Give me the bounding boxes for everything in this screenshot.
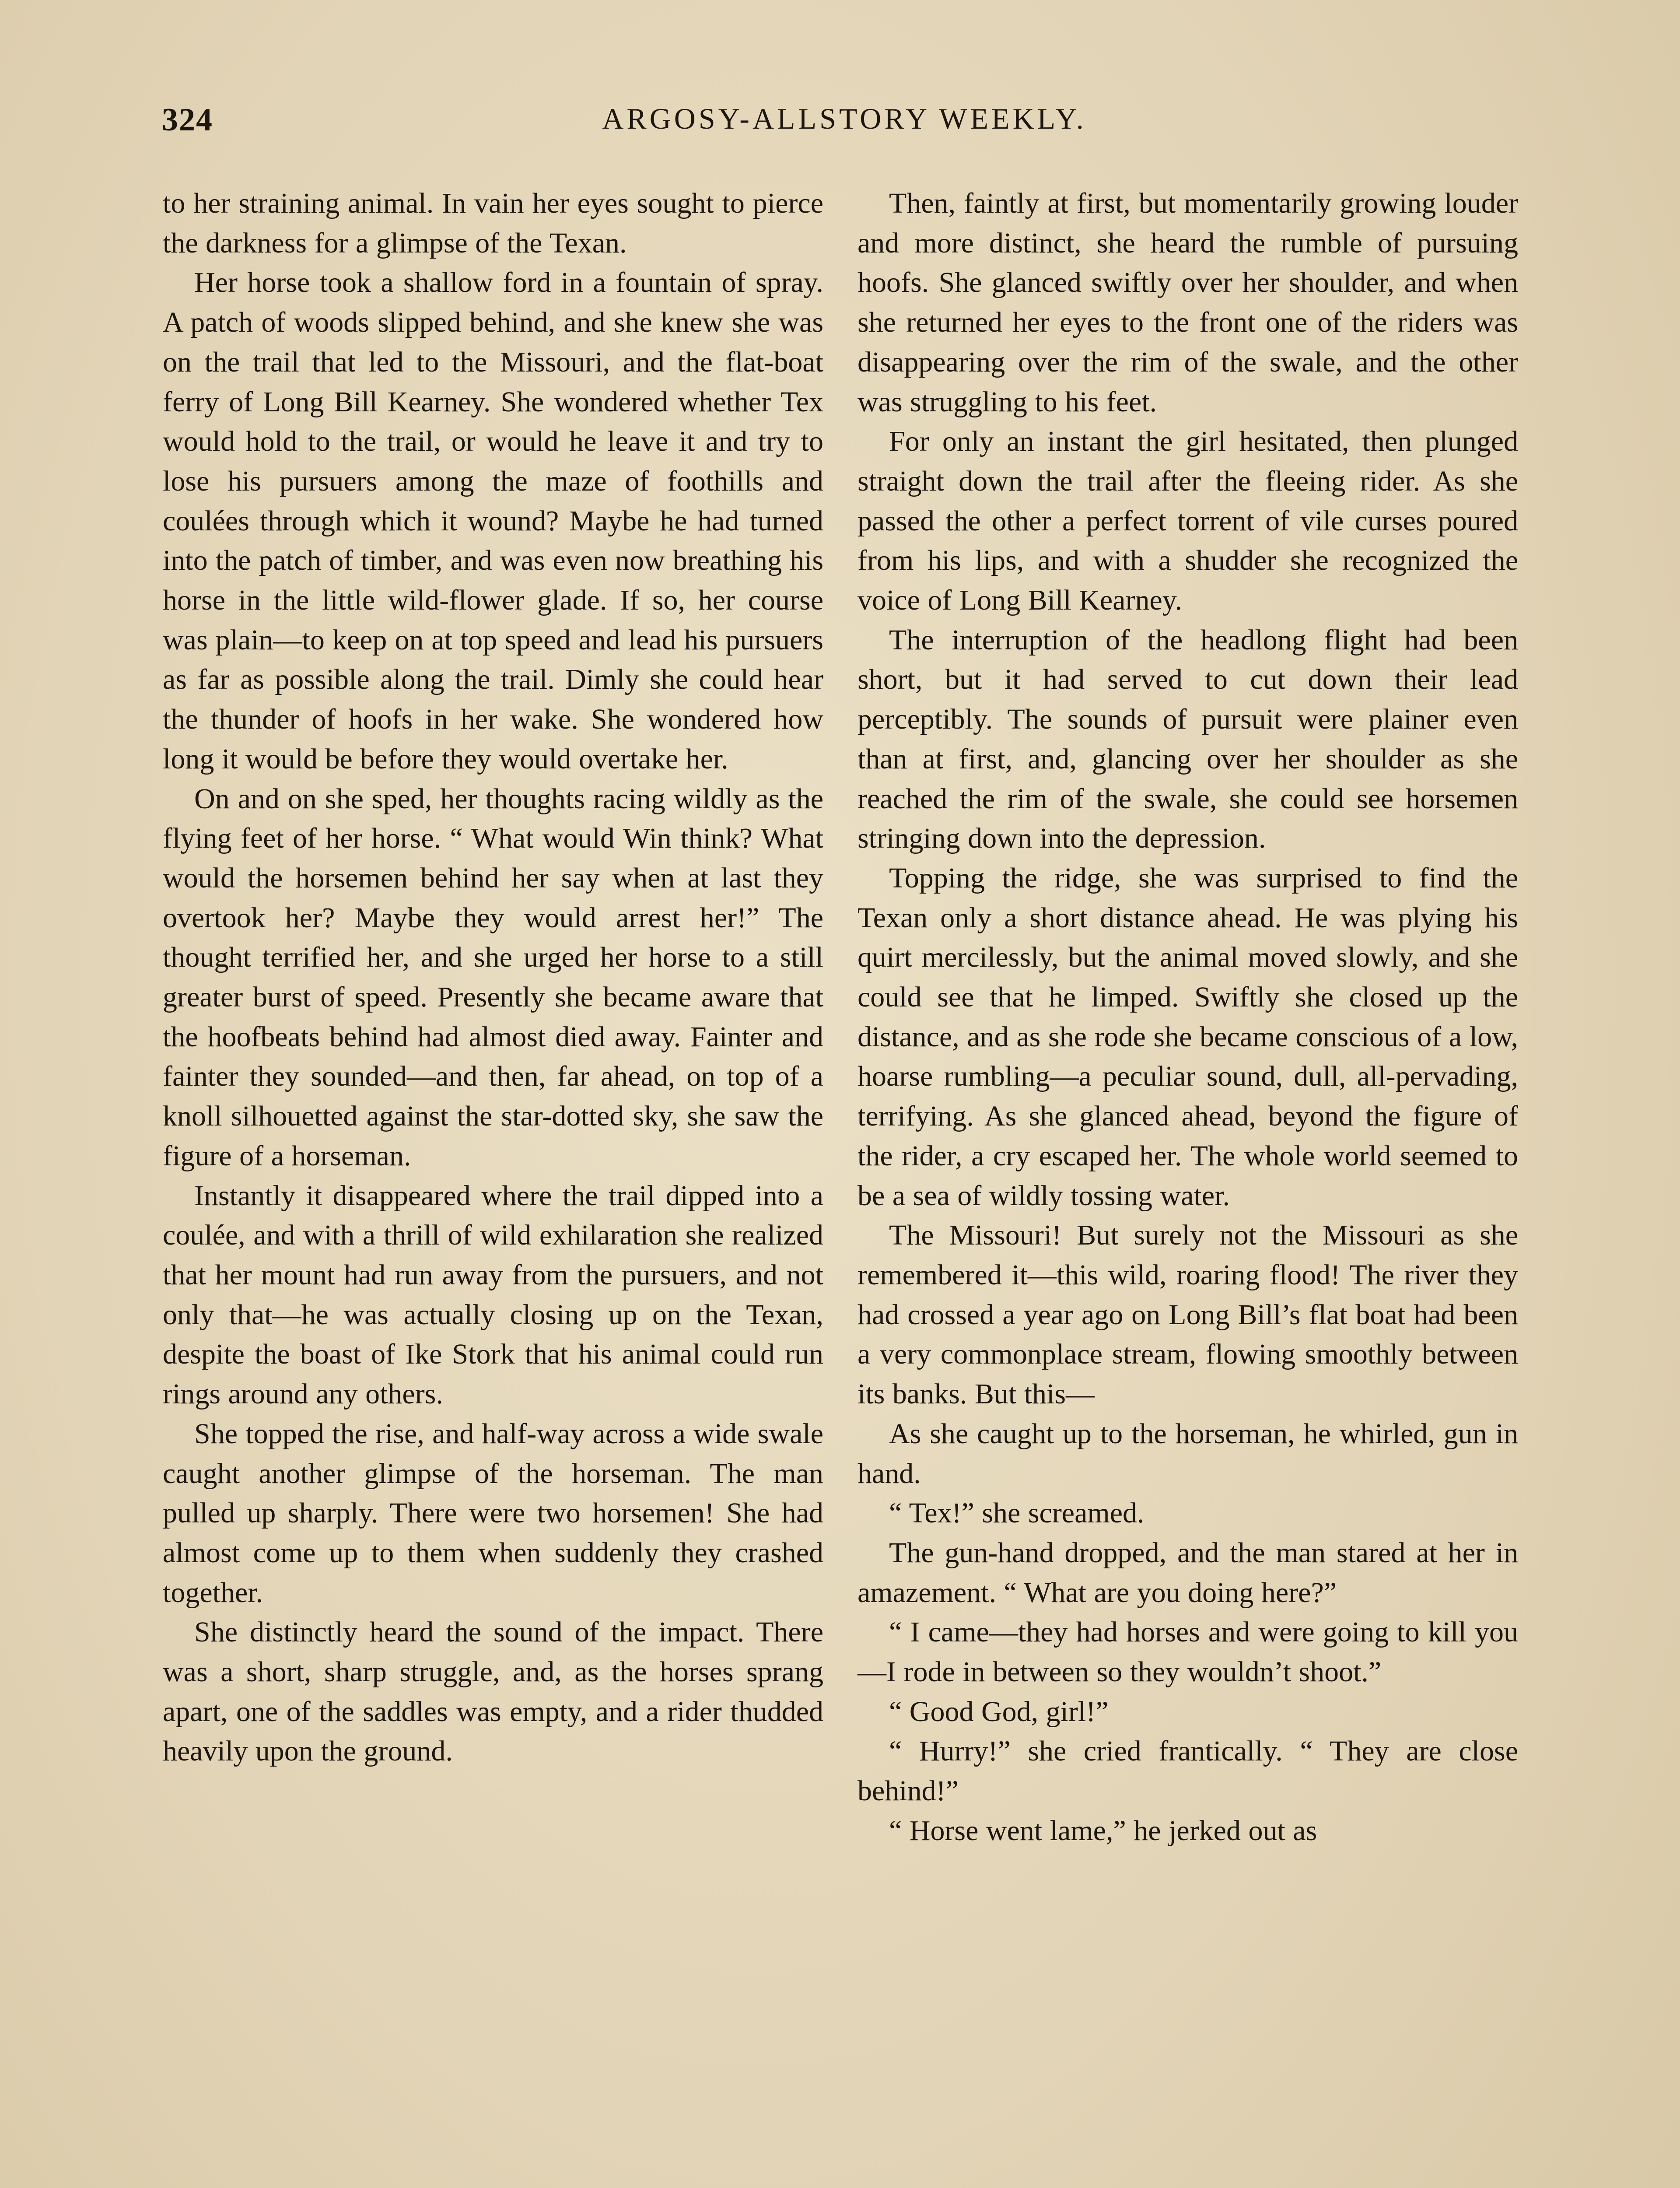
paragraph: “ Good God, girl!”: [889, 1695, 1109, 1728]
paragraph: On and on she sped, her thoughts racing wildly as the flying feet of her horse. “ What would Win think? What would the horsemen behind her say when at last they overtook her? Maybe they would arrest her!” The thought terrified her, and she urged her horse to a still greater burst of speed. Presently she became aware that the hoofbeats behind had almost died away. Fainter and fainter they sounded—and then, far ahead, on top of a knoll silhouetted against the star-dotted sky, she saw the figure of a horseman.: [163, 782, 823, 1172]
paragraph: Then, faintly at first, but momentarily growing louder and more distinct, she heard the rumble of pursuing hoofs. She glanced swiftly over her shoulder, and when she returned her eyes to the front one of the riders was disappearing over the rim of the swale, and the other was struggling to his feet.: [858, 187, 1518, 418]
paragraph: As she caught up to the horseman, he whirled, gun in hand.: [858, 1417, 1518, 1490]
paragraph: Her horse took a shallow ford in a fountain of spray. A patch of woods slipped behind, and she knew she was on the trail that led to the Missouri, and the flat-boat ferry of Long Bill Kearney. She wondered whether Tex would hold to the trail, or would he leave it and try to lose his pursuers among the maze of foothills and coulées through which it wound? Maybe he had turned into the patch of timber, and was even now breathing his horse in the little wild-flower glade. If so, her course was plain—to keep on at top speed and lead his pursuers as far as possible along the trail. Dimly she could hear the thunder of hoofs in her wake. She wondered how long it would be before they would overtake her.: [163, 266, 823, 775]
paragraph: “ Horse went lame,” he jerked out as: [889, 1814, 1317, 1847]
paragraph: The gun-hand dropped, and the man stared at her in amazement. “ What are you doing here?”: [858, 1536, 1518, 1609]
running-title: ARGOSY-ALLSTORY WEEKLY.: [602, 102, 1087, 135]
paragraph: Topping the ridge, she was surprised to find the Texan only a short distance ahead. He was plying his quirt mercilessly, but the animal moved slowly, and she could see that he limped. Swiftly she closed up the distance, and as she rode she became conscious of a low, hoarse rumbling—a peculiar sound, dull, all-pervading, terrifying. As she glanced ahead, beyond the figure of the rider, a cry escaped her. The whole world seemed to be a sea of wildly tossing water.: [858, 862, 1518, 1212]
paragraph: For only an instant the girl hesitated, then plunged straight down the trail after the fleeing rider. As she passed the other a perfect torrent of vile curses poured from his lips, and with a shudder she recognized the voice of Long Bill Kearney.: [858, 425, 1518, 617]
paragraph: “ I came—they had horses and were going to kill you—I rode in between so they wouldn’t shoot.”: [858, 1616, 1518, 1688]
page-number: 324: [162, 102, 213, 138]
paragraph: She distinctly heard the sound of the impact. There was a short, sharp struggle, and, as the horses sprang apart, one of the saddles was empty, and a rider thudded heavily upon the ground.: [163, 1616, 823, 1767]
paragraph: “ Hurry!” she cried frantically. “ They are close behind!”: [858, 1735, 1518, 1807]
right-column: [858, 184, 1518, 1851]
paragraph: She topped the rise, and half-way across a wide swale caught another glimpse of the horseman. The man pulled up sharply. There were two horsemen! She had almost come up to them when suddenly they crashed together.: [163, 1417, 823, 1609]
paragraph: Instantly it disappeared where the trail dipped into a coulée, and with a thrill of wild exhilaration she realized that her mount had run away from the pursuers, and not only that—he was actually closing up on the Texan, despite the boast of Ike Stork that his animal could run rings around any others.: [163, 1179, 823, 1410]
paragraph: The interruption of the headlong flight had been short, but it had served to cut down their lead perceptibly. The sounds of pursuit were plainer even than at first, and, glancing over her shoulder as she reached the rim of the swale, she could see horsemen stringing down into the depression.: [858, 624, 1518, 855]
page-header: [162, 102, 1527, 150]
paragraph: The Missouri! But surely not the Missouri as she remembered it—this wild, roaring flood! The river they had crossed a year ago on Long Bill’s flat boat had been a very commonplace stream, flowing smoothly between its banks. But this—: [858, 1219, 1518, 1410]
paragraph: “ Tex!” she screamed.: [889, 1497, 1144, 1529]
paragraph: to her straining animal. In vain her eyes sought to pierce the darkness for a glimpse of the Texan.: [163, 187, 823, 259]
left-column: [163, 184, 823, 1771]
